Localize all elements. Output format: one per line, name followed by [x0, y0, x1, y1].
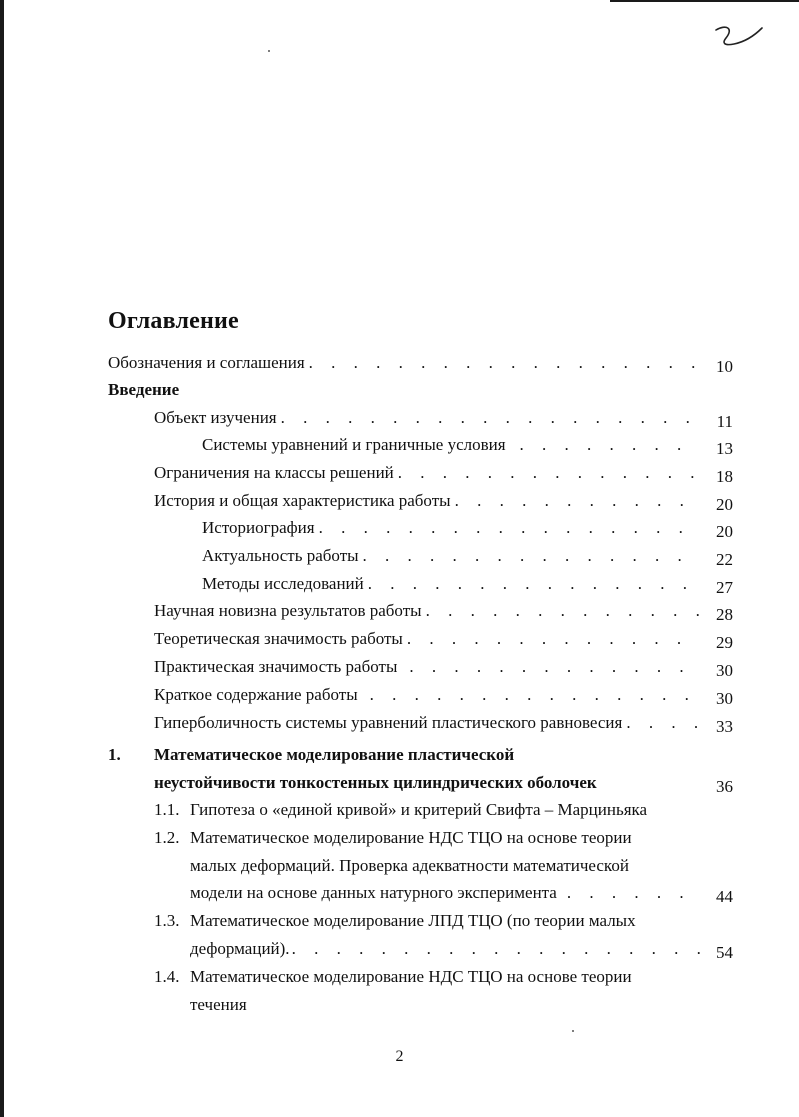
toc-entry-label: Математическое моделирование НДС ТЦО на основе теории	[190, 828, 632, 847]
leader-dots	[409, 654, 700, 680]
toc-entry-novelty[interactable]	[0, 598, 799, 624]
leader-dots	[370, 682, 700, 708]
toc-entry-summary[interactable]	[0, 682, 799, 708]
leader-dots	[292, 936, 700, 962]
toc-entry-notation[interactable]	[0, 350, 799, 376]
toc-entry-history[interactable]	[0, 488, 799, 514]
toc-entry-label: Практическая значимость работы	[154, 654, 409, 680]
leader-dots	[309, 350, 700, 376]
toc-entry-limits[interactable]	[0, 460, 799, 486]
toc-entry-page: 22	[716, 550, 733, 569]
toc-entry-practical[interactable]	[0, 654, 799, 680]
toc-entry-label: Гипотеза о «единой кривой» и критерий Свифта – Марциньяка	[190, 800, 648, 819]
toc-entry-label: модели на основе данных натурного эксперимента	[190, 880, 567, 906]
toc-entry-1-2[interactable]	[0, 825, 799, 851]
toc-entry-label: течения	[190, 995, 247, 1014]
toc-entry-page: 44	[716, 887, 733, 906]
toc-entry-1-3[interactable]	[0, 908, 799, 934]
toc-entry-page: 10	[716, 357, 733, 376]
toc-entry-label: Гиперболичность системы уравнений пластического равновесия	[154, 710, 626, 736]
toc-entry-label: малых деформаций. Проверка адекватности математической	[190, 856, 629, 875]
toc-entry-methods[interactable]	[0, 571, 799, 597]
chapter-title-line: неустойчивости тонкостенных цилиндрических оболочек	[154, 773, 597, 792]
toc-chapter-1[interactable]	[0, 742, 799, 768]
toc-entry-page: 29	[716, 633, 733, 652]
toc-entry-1-4[interactable]	[0, 964, 799, 990]
toc-entry-page: 18	[716, 467, 733, 486]
page-number: 2	[395, 1048, 404, 1065]
leader-dots	[363, 543, 700, 569]
toc-entry-label: Историография	[202, 515, 319, 541]
scan-top-edge	[610, 0, 799, 2]
toc-entry-page: 28	[716, 605, 733, 624]
toc-entry-label: Научная новизна результатов работы	[154, 598, 426, 624]
toc-entry-historiography[interactable]	[0, 515, 799, 541]
toc-entry-label: Актуальность работы	[202, 543, 363, 569]
toc-entry-object[interactable]	[0, 405, 799, 431]
leader-dots	[520, 432, 700, 458]
toc-entry-label: Системы уравнений и граничные условия	[202, 432, 520, 458]
toc-entry-page: 20	[716, 522, 733, 541]
toc-entry-page: 33	[716, 717, 733, 736]
toc-entry-page: 54	[716, 943, 733, 962]
toc-entry-label: Ограничения на классы решений	[154, 460, 398, 486]
scan-speck	[572, 1030, 574, 1032]
toc-chapter-1-cont[interactable]	[0, 770, 799, 796]
leader-dots	[398, 460, 700, 486]
leader-dots	[567, 880, 700, 906]
toc-entry-label: История и общая характеристика работы	[154, 488, 455, 514]
toc-entry-page: 30	[716, 689, 733, 708]
toc-entry-label: Методы исследований	[202, 571, 368, 597]
toc-entry-page: 11	[716, 412, 733, 431]
leader-dots	[407, 626, 700, 652]
chapter-title-line: Математическое моделирование пластической	[154, 745, 515, 764]
toc-entry-1-3-end[interactable]	[0, 936, 799, 962]
toc-entry-label: Теоретическая значимость работы	[154, 626, 407, 652]
toc-entry-label: Краткое содержание работы	[154, 682, 370, 708]
toc-entry-1-2-end[interactable]	[0, 880, 799, 906]
scan-speck	[268, 50, 270, 52]
toc-entry-page: 30	[716, 661, 733, 680]
toc-entry-1-4-cont[interactable]	[0, 992, 799, 1018]
leader-dots	[626, 710, 700, 736]
toc-section-introduction[interactable]	[0, 377, 799, 403]
toc-section-heading: Введение	[108, 380, 180, 399]
chapter-number: 1.	[108, 745, 121, 764]
toc-title: Оглавление	[108, 308, 239, 334]
toc-entry-hyperbolic[interactable]	[0, 710, 799, 736]
toc-entry-label: Объект изучения	[154, 405, 281, 431]
toc-entry-relevance[interactable]	[0, 543, 799, 569]
toc-entry-systems[interactable]	[0, 432, 799, 458]
toc-entry-page: 20	[716, 495, 733, 514]
section-number: 1.4.	[154, 967, 180, 986]
handwritten-page-mark	[712, 22, 764, 52]
toc-entry-1-2-cont[interactable]	[0, 853, 799, 879]
toc-entry-label: Обозначения и соглашения	[108, 350, 309, 376]
toc-entry-page: 27	[716, 578, 733, 597]
toc-entry-page: 13	[716, 439, 733, 458]
toc-entry-label: Математическое моделирование ЛПД ТЦО (по теории малых	[190, 911, 636, 930]
section-number: 1.1.	[154, 800, 180, 819]
leader-dots	[368, 571, 700, 597]
toc-entry-label: Математическое моделирование НДС ТЦО на основе теории	[190, 967, 632, 986]
section-number: 1.2.	[154, 828, 180, 847]
leader-dots	[281, 405, 700, 431]
toc-entry-1-1[interactable]	[0, 797, 799, 823]
toc-entry-label: деформаций).	[190, 936, 292, 962]
toc-entry-theoretical[interactable]	[0, 626, 799, 652]
section-number: 1.3.	[154, 911, 180, 930]
toc-entry-page: 36	[716, 777, 733, 796]
leader-dots	[455, 488, 700, 514]
leader-dots	[319, 515, 700, 541]
leader-dots	[426, 598, 700, 624]
